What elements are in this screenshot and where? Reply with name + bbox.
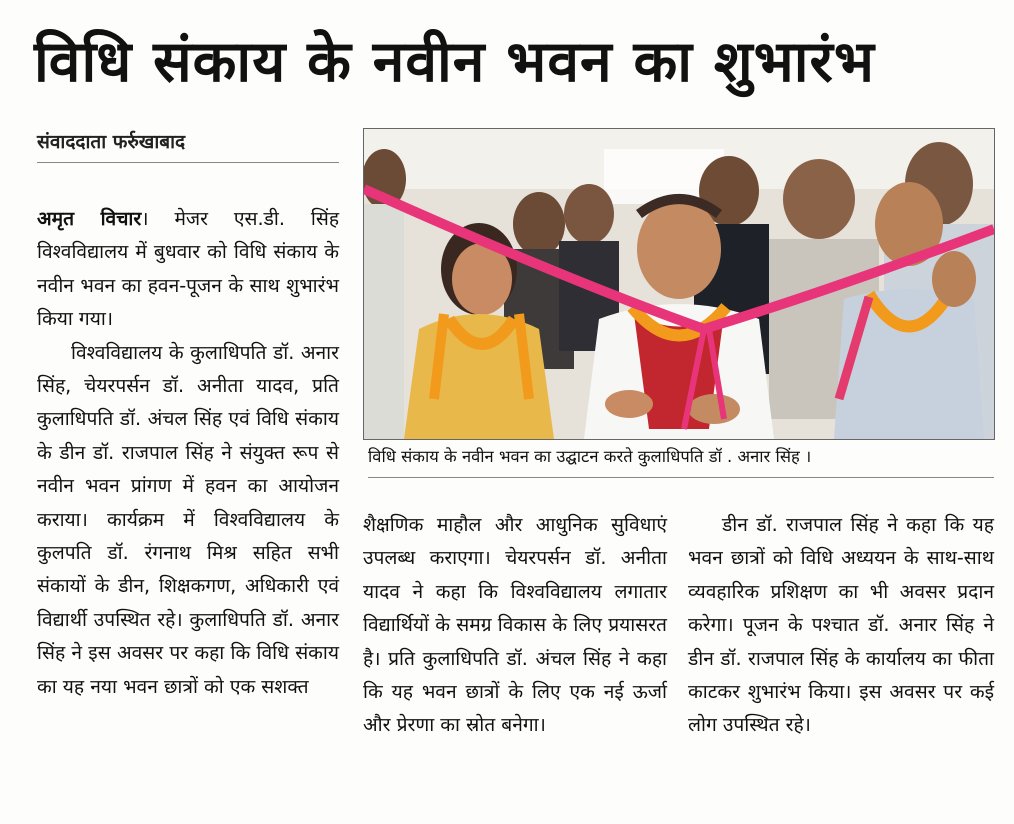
byline: संवाददाता फर्रुखाबाद [37,128,339,163]
lead-label: अमृत विचार [37,207,142,230]
article-paragraph-2: शैक्षणिक माहौल और आधुनिक सुविधाएं उपलब्ध कराएगा। चेयरपर्सन डॉ. अनीता यादव ने कहा कि विश्वविद्यालय लगातार विद्यार्थियों के समग्र विकास के लिए प्रयासरत है। प्रति कुलाधिपति डॉ. अंचल सिंह ने कहा कि यह भवन छात्रों के लिए एक नई ऊर्जा और प्रेरणा का स्रोत बनेगा। [363,513,667,737]
ribbon-cutting-illustration [364,129,994,439]
headline: विधि संकाय के नवीन भवन का शुभारंभ [34,29,875,95]
lead-text: । मेजर एस.डी. सिंह विश्वविद्यालय में बुधवार को विधि संकाय के नवीन भवन का हवन-पूजन के साथ शुभारंभ किया गया। [37,207,340,331]
article-column-1 [37,202,339,703]
article-column-3 [688,508,994,742]
article-column-2 [363,508,667,742]
photo-caption: विधि संकाय के नवीन भवन का उद्घाटन करते कुलाधिपति डॉ . अनार सिंह । [368,444,994,478]
lead-paragraph [37,202,339,336]
article-paragraph-3: डीन डॉ. राजपाल सिंह ने कहा कि यह भवन छात्रों को विधि अध्ययन के साथ-साथ व्यवहारिक प्रशिक्षण का भी अवसर प्रदान करेगा। पूजन के पश्चात डॉ. अनार सिंह ने डीन डॉ. राजपाल सिंह के कार्यालय का फीता काटकर शुभारंभ किया। इस अवसर पर कई लोग उपस्थित रहे। [688,513,994,737]
event-photo [363,128,995,440]
article-paragraph-1: विश्वविद्यालय के कुलाधिपति डॉ. अनार सिंह, चेयरपर्सन डॉ. अनीता यादव, प्रति कुलाधिपति डॉ. अंचल सिंह एवं विधि संकाय के डीन डॉ. राजपाल सिंह ने संयुक्त रूप से नवीन भवन प्रांगण में हवन का आयोजन कराया। कार्यक्रम में विश्वविद्यालय के कुलपति डॉ. रंगनाथ मिश्र सहित सभी संकायों के डीन, शिक्षकगण, अधिकारी एवं विद्यार्थी उपस्थित रहे। कुलाधिपति डॉ. अनार सिंह ने इस अवसर पर कहा कि विधि संकाय का यह नया भवन छात्रों को एक सशक्त [37,340,339,698]
